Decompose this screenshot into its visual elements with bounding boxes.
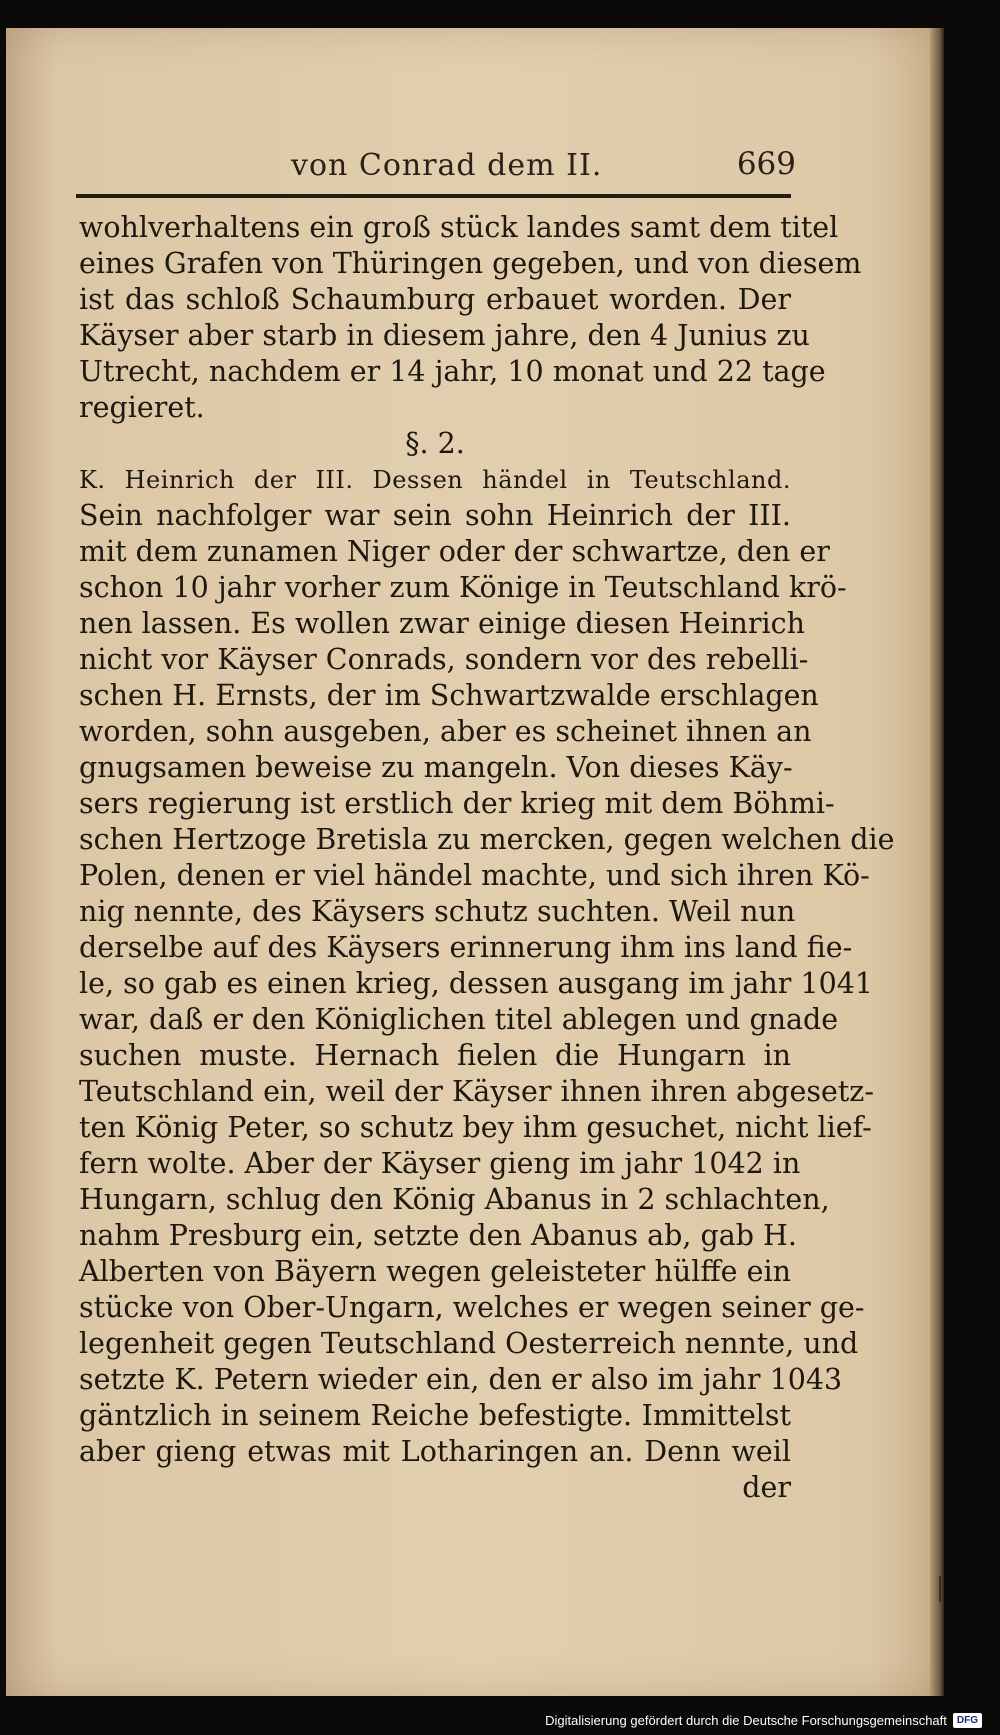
text-line: wohlverhaltens ein groß stück landes samt dem titel xyxy=(79,211,839,244)
text-line: schen H. Ernsts, der im Schwartzwalde erschlagen xyxy=(79,679,819,712)
text-line: Alberten von Bäyern wegen geleisteter hülffe ein xyxy=(79,1255,791,1288)
page-header xyxy=(76,128,796,182)
body-text xyxy=(79,210,895,1506)
text-line: gnugsamen beweise zu mangeln. Von dieses Käy- xyxy=(79,751,793,784)
dfg-logo: DFG xyxy=(953,1713,982,1728)
ink-mark xyxy=(939,1576,941,1602)
text-line: mit dem zunamen Niger oder der schwartze, den er xyxy=(79,535,830,568)
text-line: Käyser aber starb in diesem jahre, den 4 Junius zu xyxy=(79,319,810,352)
text-line: gäntzlich in seinem Reiche befestigte. Immittelst xyxy=(79,1399,791,1432)
text-line: legenheit gegen Teutschland Oesterreich nennte, und xyxy=(79,1327,859,1360)
footer-credit: Digitalisierung gefördert durch die Deutsche Forschungsgemeinschaft xyxy=(545,1712,947,1728)
text-line: war, daß er den Königlichen titel ablegen und gnade xyxy=(79,1003,839,1036)
text-line: worden, sohn ausgeben, aber es scheinet ihnen an xyxy=(79,715,812,748)
catchword: der xyxy=(742,1471,791,1504)
section-number: §. 2. xyxy=(405,427,465,460)
text-line: setzte K. Petern wieder ein, den er also im jahr 1043 xyxy=(79,1363,843,1396)
book-page xyxy=(6,28,944,1696)
text-line: Polen, denen er viel händel machte, und sich ihren Kö- xyxy=(79,859,870,892)
text-line: Sein nachfolger war sein sohn Heinrich der III. xyxy=(79,499,791,532)
text-line: aber gieng etwas mit Lotharingen an. Denn weil xyxy=(79,1435,791,1468)
text-line: le, so gab es einen krieg, dessen ausgang im jahr 1041 xyxy=(79,967,873,1000)
digitization-footer xyxy=(545,1709,982,1731)
text-line: Hungarn, schlug den König Abanus in 2 schlachten, xyxy=(79,1183,830,1216)
text-line: stücke von Ober-Ungarn, welches er wegen seiner ge- xyxy=(79,1291,865,1324)
text-line: eines Grafen von Thüringen gegeben, und von diesem xyxy=(79,247,862,280)
text-line: sers regierung ist erstlich der krieg mit dem Böhmi- xyxy=(79,787,835,820)
text-line: nicht vor Käyser Conrads, sondern vor des rebelli- xyxy=(79,643,809,676)
running-title: von Conrad dem II. xyxy=(291,148,603,183)
text-line: Utrecht, nachdem er 14 jahr, 10 monat und 22 tage xyxy=(79,355,826,388)
text-line: Teutschland ein, weil der Käyser ihnen ihren abgesetz- xyxy=(79,1075,874,1108)
header-rule xyxy=(76,194,791,198)
page-number: 669 xyxy=(736,146,796,182)
text-line: nahm Presburg ein, setzte den Abanus ab, gab H. xyxy=(79,1219,797,1252)
text-line: schon 10 jahr vorher zum Könige in Teutschland krö- xyxy=(79,571,847,604)
text-line: nig nennte, des Käysers schutz suchten. Weil nun xyxy=(79,895,796,928)
text-line: ten König Peter, so schutz bey ihm gesuchet, nicht lief- xyxy=(79,1111,872,1144)
text-line: nen lassen. Es wollen zwar einige diesen Heinrich xyxy=(79,607,805,640)
text-line: derselbe auf des Käysers erinnerung ihm ins land fie- xyxy=(79,931,853,964)
page-gutter xyxy=(930,28,944,1696)
text-line: schen Hertzoge Bretisla zu mercken, gegen welchen die xyxy=(79,823,895,856)
text-line: fern wolte. Aber der Käyser gieng im jahr 1042 in xyxy=(79,1147,801,1180)
section-heading: K. Heinrich der III. Dessen händel in Teutschland. xyxy=(79,466,791,494)
text-line: ist das schloß Schaumburg erbauet worden. Der xyxy=(79,283,791,316)
text-line: suchen muste. Hernach fielen die Hungarn in xyxy=(79,1039,791,1072)
text-line: regieret. xyxy=(79,391,205,424)
